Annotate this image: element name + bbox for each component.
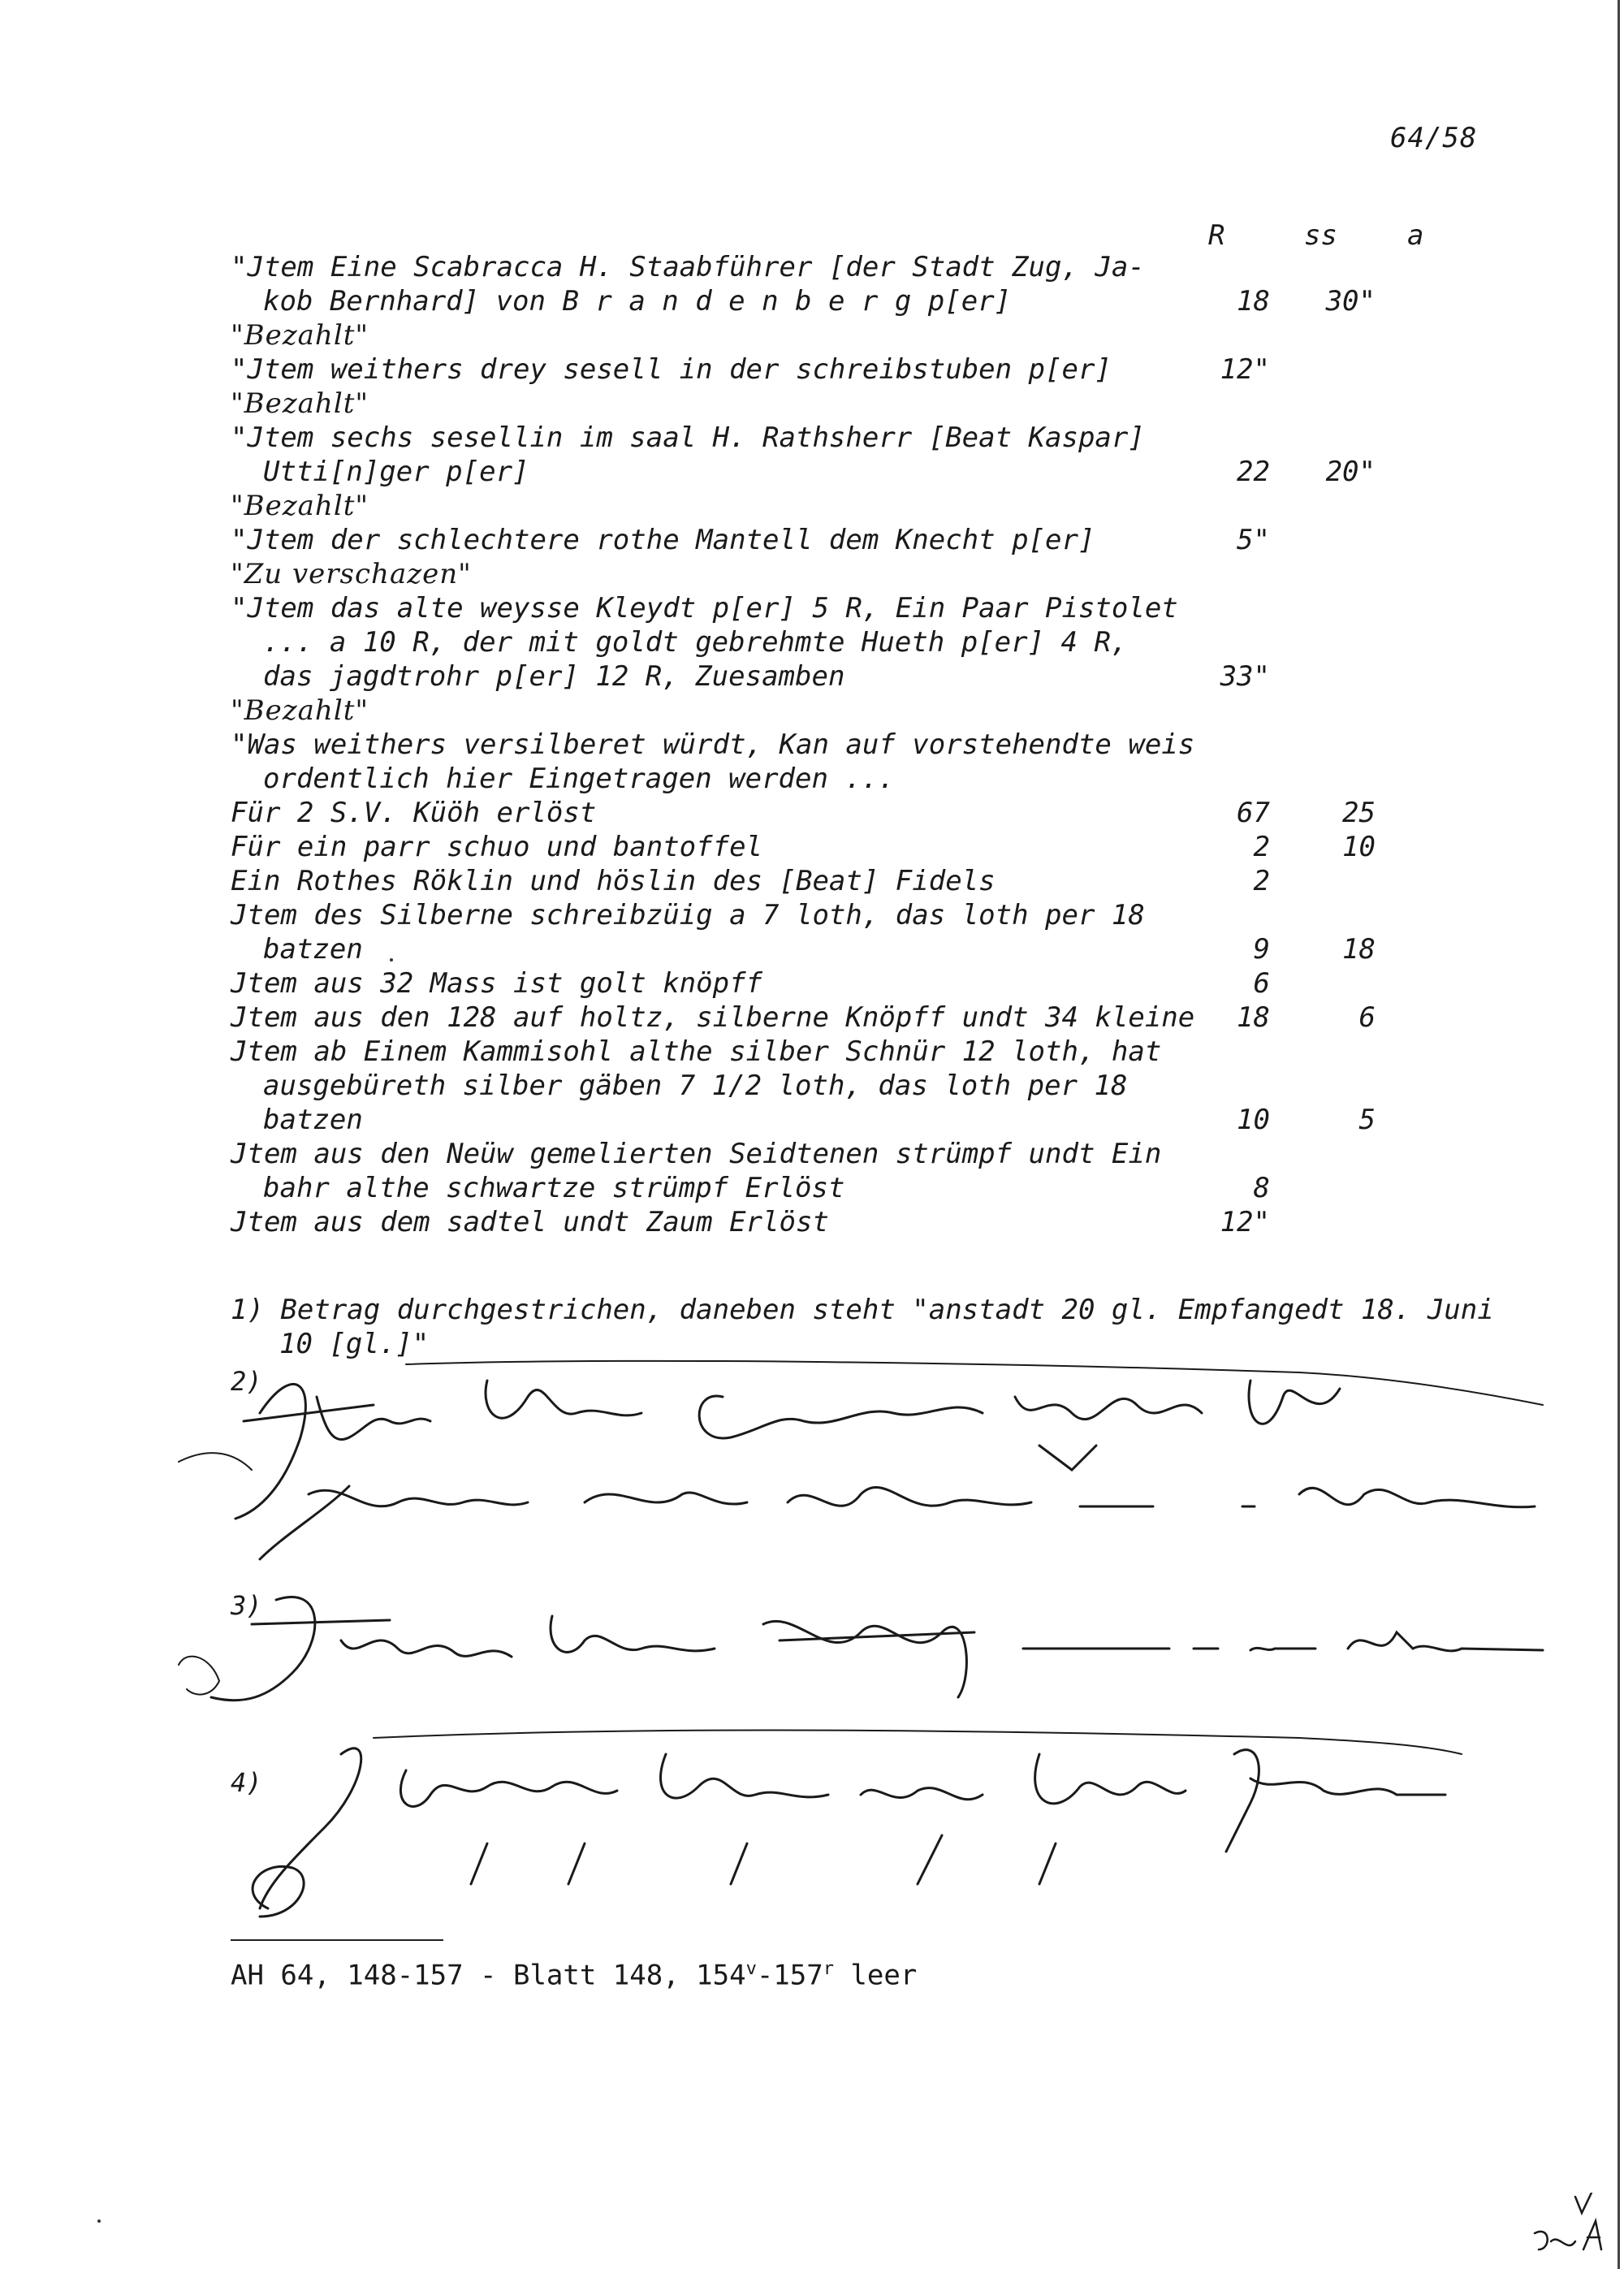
entry-line: batzen <box>263 933 363 966</box>
footer-rule <box>231 1939 443 1941</box>
ledger-note <box>231 387 1530 421</box>
amount-r: 12" <box>1220 1206 1270 1238</box>
entry-text <box>231 1001 1195 1035</box>
entry-line: "Bezahlt" <box>231 490 369 522</box>
amount-ss: 25 <box>1342 797 1376 829</box>
speck <box>390 958 393 962</box>
amount-r: 6 <box>1253 967 1270 1000</box>
entry-line: Jtem aus dem sadtel undt Zaum Erlöst <box>231 1206 829 1238</box>
entry-line: "Jtem das alte weysse Kleydt p[er] 5 R, Ein Paar Pistolet <box>231 592 1178 625</box>
footnote-3-label: 3) <box>231 1590 262 1621</box>
ledger-entry <box>231 864 1530 898</box>
entry-line: Für ein parr schuo und bantoffel <box>231 831 763 863</box>
source-reference <box>231 1959 917 1991</box>
page-border <box>1618 0 1620 2269</box>
entry-line: ordentlich hier Eingetragen werden ... <box>263 763 895 795</box>
ledger-entry <box>231 898 1530 966</box>
entry-line: Für 2 S.V. Küöh erlöst <box>231 797 597 829</box>
source-mid: -157 <box>756 1959 823 1992</box>
amount-ss: 30" <box>1325 285 1376 318</box>
entry-line: batzen <box>263 1104 363 1136</box>
entry-text <box>231 557 1189 591</box>
entry-text <box>231 1035 1189 1137</box>
entry-line: bahr althe schwartze strümpf Erlöst <box>263 1172 845 1204</box>
entry-text <box>231 352 1189 387</box>
entry-line: das jagdtrohr p[er] 12 R, Zuesamben <box>263 660 845 693</box>
ledger-entry <box>231 1035 1530 1137</box>
entry-line: "Was weithers versilberet würdt, Kan auf vorstehendte weis <box>231 728 1195 761</box>
ledger-note <box>231 489 1530 523</box>
entry-line: "Jtem weithers drey sesell in der schreibstuben p[er] <box>231 353 1112 386</box>
amount-r: 18 <box>1237 1001 1270 1034</box>
ledger-entry <box>231 591 1530 694</box>
entry-line: "Jtem der schlechtere rothe Mantell dem Knecht p[er] <box>231 524 1095 556</box>
entry-line: ... a 10 R, der mit goldt gebrehmte Hueth p[er] 4 R, <box>263 626 1128 659</box>
amount-r: 2 <box>1253 831 1270 863</box>
entry-line: Jtem aus den 128 auf holtz, silberne Knöpff undt 34 kleine <box>231 1001 1195 1034</box>
ledger-entry <box>231 523 1530 557</box>
entry-text <box>231 864 1189 898</box>
entry-text <box>231 898 1189 966</box>
entry-line: Jtem des Silberne schreibzüig a 7 loth, das loth per 18 <box>231 899 1145 931</box>
amount-ss: 20" <box>1325 456 1376 488</box>
ledger-note <box>231 318 1530 352</box>
amount-r: 18 <box>1237 285 1270 318</box>
page-number: 64/58 <box>1390 122 1478 154</box>
amount-r: 10 <box>1237 1104 1270 1136</box>
entry-line: kob Bernhard] von B r a n d e n b e r g p[er] <box>263 285 1012 318</box>
entry-text <box>231 318 1189 352</box>
entry-line: "Bezahlt" <box>231 694 369 727</box>
footnote-1-line-2: 10 [gl.]" <box>279 1328 430 1360</box>
ledger-entry <box>231 1137 1530 1205</box>
source-sup-recto: r <box>823 1959 834 1979</box>
amount-r: 2 <box>1253 865 1270 897</box>
entry-text <box>231 830 1189 864</box>
handwriting-facsimile-2 <box>162 1348 1559 1584</box>
entry-line: Ein Rothes Röklin und höslin des [Beat] Fidels <box>231 865 996 897</box>
source-suffix: leer <box>833 1959 918 1992</box>
amount-ss: 6 <box>1358 1001 1376 1034</box>
amount-r: 5" <box>1237 524 1270 556</box>
column-header-r: R <box>1208 219 1225 252</box>
ledger-note <box>231 694 1530 728</box>
column-header-a: a <box>1407 219 1424 252</box>
entry-text <box>231 796 1189 830</box>
archive-initials-mark <box>1527 2193 1608 2258</box>
ledger-entry <box>231 1205 1530 1239</box>
handwriting-facsimile-3 <box>162 1575 1559 1722</box>
entry-text <box>231 1137 1189 1205</box>
column-header-ss: ss <box>1304 219 1337 252</box>
amount-r: 22 <box>1237 456 1270 488</box>
source-sup-verso: v <box>745 1959 757 1979</box>
amount-r: 33" <box>1220 660 1270 693</box>
ledger-entry <box>231 728 1530 796</box>
entry-text <box>231 523 1189 557</box>
amount-r: 67 <box>1237 797 1270 829</box>
entry-text <box>231 966 1189 1001</box>
entry-line: Jtem aus den Neüw gemelierten Seidtenen strümpf undt Ein <box>231 1138 1162 1170</box>
ledger-entry <box>231 830 1530 864</box>
amount-r: 8 <box>1253 1172 1270 1204</box>
entry-text <box>231 489 1189 523</box>
entry-line: ausgebüreth silber gäben 7 1/2 loth, das loth per 18 <box>263 1070 1128 1102</box>
ledger-entry <box>231 796 1530 830</box>
footnote-4-label: 4) <box>231 1767 262 1798</box>
amount-ss: 10 <box>1342 831 1376 863</box>
entry-line: Jtem aus 32 Mass ist golt knöpff <box>231 967 763 1000</box>
entry-text <box>231 387 1189 421</box>
entry-text <box>231 250 1189 318</box>
entry-line: "Bezahlt" <box>231 387 369 420</box>
amount-ss: 18 <box>1342 933 1376 966</box>
entry-text <box>231 694 1189 728</box>
ledger-entry <box>231 250 1530 318</box>
amount-r: 9 <box>1253 933 1270 966</box>
ledger-entry <box>231 352 1530 387</box>
speck <box>97 2219 101 2223</box>
entry-line: "Bezahlt" <box>231 319 369 352</box>
entry-line: "Jtem Eine Scabracca H. Staabführer [der Stadt Zug, Ja- <box>231 251 1145 283</box>
ledger-entry <box>231 1001 1530 1035</box>
ledger-entry <box>231 421 1530 489</box>
amount-r: 12" <box>1220 353 1270 386</box>
amount-ss: 5 <box>1358 1104 1376 1136</box>
footnote-1-line-1: 1) Betrag durchgestrichen, daneben steht "anstadt 20 gl. Empfangedt 18. Juni <box>231 1294 1494 1326</box>
entry-text <box>231 591 1189 694</box>
entry-line: Jtem ab Einem Kammisohl althe silber Schnür 12 loth, hat <box>231 1035 1162 1068</box>
handwriting-facsimile-4 <box>162 1722 1559 1925</box>
source-prefix: AH 64, 148-157 - Blatt 148, 154 <box>231 1959 746 1992</box>
entry-line: "Zu verschazen" <box>231 558 472 590</box>
ledger-note <box>231 557 1530 591</box>
entry-text <box>231 1205 1189 1239</box>
ledger-entries <box>231 250 1530 1239</box>
entry-text <box>231 728 1195 796</box>
entry-text <box>231 421 1189 489</box>
footnote-2-label: 2) <box>231 1366 262 1397</box>
ledger-entry <box>231 966 1530 1001</box>
entry-line: Utti[n]ger p[er] <box>263 456 529 488</box>
entry-line: "Jtem sechs sesellin im saal H. Rathsherr [Beat Kaspar] <box>231 421 1145 454</box>
